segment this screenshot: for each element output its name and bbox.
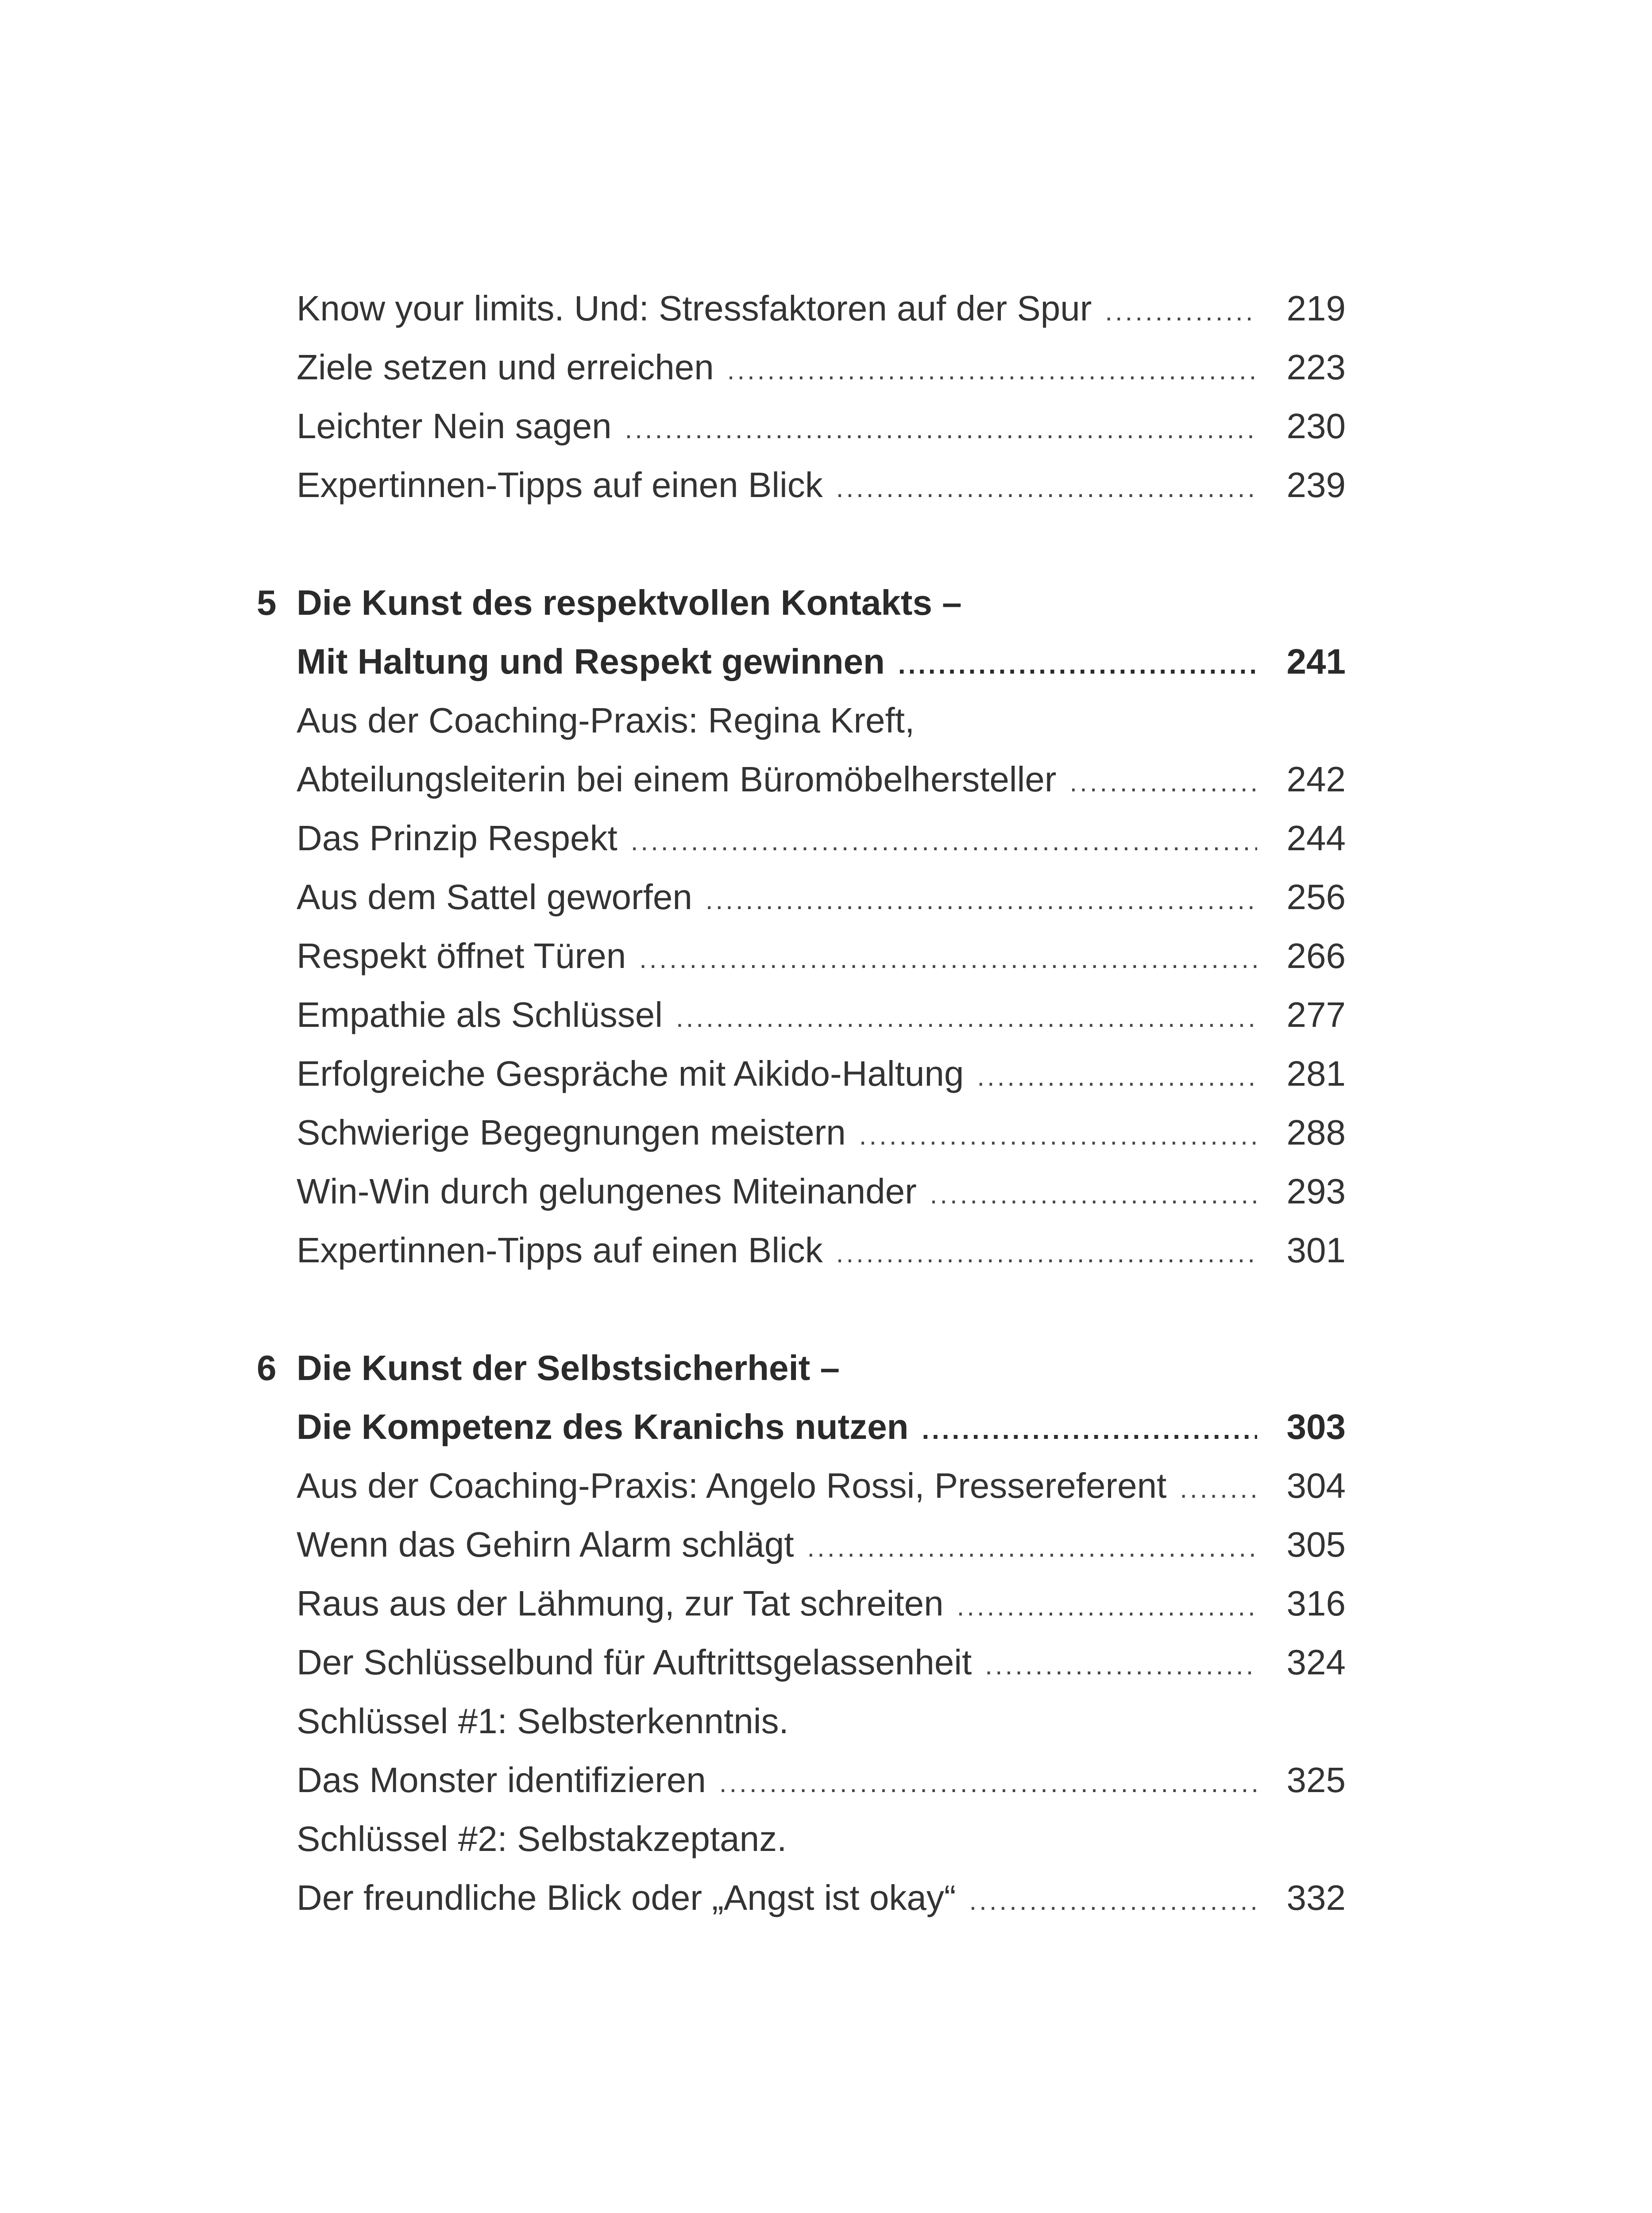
chapter-title: Die Kunst der Selbstsicherheit – [297, 1348, 840, 1388]
toc-entry-title: Erfolgreiche Gespräche mit Aikido-Haltung [297, 1054, 964, 1093]
chapter-number: 5 [257, 583, 277, 622]
dot-leader [639, 929, 1257, 988]
toc-entry-page: 288 [1286, 1113, 1346, 1152]
toc-entry-title: Schlüssel #2: Selbstakzeptanz. [297, 1819, 787, 1858]
dot-leader [719, 1754, 1257, 1812]
toc-entry[interactable] [257, 1750, 1346, 1809]
toc-entry-page: 325 [1286, 1760, 1346, 1800]
toc-entry[interactable] [257, 1044, 1346, 1103]
toc-entry-title: Expertinnen-Tipps auf einen Blick [297, 465, 823, 505]
toc-entry-title: Wenn das Gehirn Alarm schlägt [297, 1525, 794, 1564]
toc-entry-page: 304 [1286, 1466, 1346, 1505]
dot-leader [807, 1518, 1257, 1577]
toc-entry[interactable] [257, 1809, 1346, 1868]
toc-entry[interactable] [257, 1633, 1346, 1692]
toc-entry-page: 239 [1286, 465, 1346, 505]
toc-entry-title: Der freundliche Blick oder „Angst ist okay“ [297, 1878, 956, 1917]
chapter-number: 6 [257, 1348, 277, 1388]
toc-entry-title: Aus der Coaching-Praxis: Angelo Rossi, Pressereferent [297, 1466, 1167, 1505]
toc-entry-title: Das Monster identifizieren [297, 1760, 706, 1800]
dot-leader [836, 1224, 1257, 1283]
chapter-heading-line2[interactable] [257, 1397, 1346, 1456]
toc-entry[interactable] [257, 1868, 1346, 1927]
toc-entry-page: 230 [1286, 406, 1346, 446]
toc-entry-page: 244 [1286, 818, 1346, 858]
toc-entry-page: 324 [1286, 1642, 1346, 1682]
toc-entry[interactable] [257, 809, 1346, 867]
toc-entry[interactable] [257, 455, 1346, 514]
dot-leader [859, 1106, 1257, 1165]
toc-entry-title: Der Schlüsselbund für Auftrittsgelassenheit [297, 1642, 972, 1682]
table-of-contents [257, 279, 1346, 1927]
toc-entry-title: Expertinnen-Tipps auf einen Blick [297, 1230, 823, 1270]
chapter-subtitle: Die Kompetenz des Kranichs nutzen [297, 1407, 909, 1446]
dot-leader [957, 1577, 1257, 1636]
toc-entry-title: Leichter Nein sagen [297, 406, 612, 446]
toc-entry[interactable] [257, 1574, 1346, 1633]
toc-entry-page: 293 [1286, 1172, 1346, 1211]
toc-entry[interactable] [257, 397, 1346, 455]
dot-leader [969, 1871, 1258, 1930]
toc-entry[interactable] [257, 338, 1346, 397]
dot-leader [1105, 282, 1257, 341]
toc-entry-title: Schlüssel #1: Selbsterkenntnis. [297, 1701, 789, 1741]
toc-entry-title: Aus der Coaching-Praxis: Regina Kreft, [297, 701, 915, 740]
toc-entry-page: 316 [1286, 1584, 1346, 1623]
toc-entry[interactable] [257, 1221, 1346, 1280]
dot-leader [1069, 753, 1257, 812]
dot-leader [676, 988, 1257, 1047]
toc-entry[interactable] [257, 926, 1346, 985]
toc-entry[interactable] [257, 867, 1346, 926]
dot-leader [836, 459, 1257, 517]
toc-entry-title: Das Prinzip Respekt [297, 818, 618, 858]
toc-entry-title: Abteilungsleiterin bei einem Büromöbelhersteller [297, 760, 1057, 799]
toc-entry[interactable] [257, 1162, 1346, 1221]
toc-entry-page: 223 [1286, 347, 1346, 387]
dot-leader [922, 1400, 1257, 1459]
chapter-heading-line1[interactable] [257, 1338, 1346, 1397]
toc-entry-title: Know your limits. Und: Stressfaktoren auf der Spur [297, 289, 1092, 328]
toc-entry[interactable] [257, 1456, 1346, 1515]
dot-leader [625, 400, 1257, 459]
toc-entry-page: 242 [1286, 760, 1346, 799]
toc-entry[interactable] [257, 750, 1346, 809]
toc-entry-title: Empathie als Schlüssel [297, 995, 663, 1034]
toc-entry[interactable] [257, 1103, 1346, 1162]
toc-entry-title: Aus dem Sattel geworfen [297, 877, 692, 917]
chapter-subtitle: Mit Haltung und Respekt gewinnen [297, 642, 885, 681]
dot-leader [1180, 1459, 1257, 1518]
toc-entry[interactable] [257, 1692, 1346, 1750]
chapter-title: Die Kunst des respektvollen Kontakts – [297, 583, 962, 622]
toc-entry-page: 332 [1286, 1878, 1346, 1917]
toc-entry[interactable] [257, 985, 1346, 1044]
dot-leader [930, 1165, 1257, 1224]
toc-entry[interactable] [257, 1515, 1346, 1574]
chapter-page: 303 [1286, 1407, 1346, 1446]
toc-entry-title: Schwierige Begegnungen meistern [297, 1113, 846, 1152]
toc-entry-page: 266 [1286, 936, 1346, 975]
toc-entry-title: Respekt öffnet Türen [297, 936, 626, 975]
toc-entry-page: 256 [1286, 877, 1346, 917]
chapter-heading-line2[interactable] [257, 632, 1346, 691]
toc-entry-page: 219 [1286, 289, 1346, 328]
toc-entry[interactable] [257, 691, 1346, 750]
toc-entry-page: 281 [1286, 1054, 1346, 1093]
dot-leader [985, 1636, 1257, 1695]
dot-leader [977, 1047, 1257, 1106]
dot-leader [727, 341, 1257, 400]
dot-leader [898, 635, 1257, 694]
dot-leader [706, 871, 1257, 929]
toc-entry[interactable] [257, 279, 1346, 338]
toc-entry-title: Raus aus der Lähmung, zur Tat schreiten [297, 1584, 944, 1623]
dot-leader [631, 812, 1257, 871]
chapter-page: 241 [1286, 642, 1346, 681]
toc-entry-title: Ziele setzen und erreichen [297, 347, 714, 387]
toc-entry-page: 277 [1286, 995, 1346, 1034]
toc-entry-title: Win-Win durch gelungenes Miteinander [297, 1172, 917, 1211]
toc-entry-page: 305 [1286, 1525, 1346, 1564]
toc-entry-page: 301 [1286, 1230, 1346, 1270]
chapter-heading-line1[interactable] [257, 573, 1346, 632]
